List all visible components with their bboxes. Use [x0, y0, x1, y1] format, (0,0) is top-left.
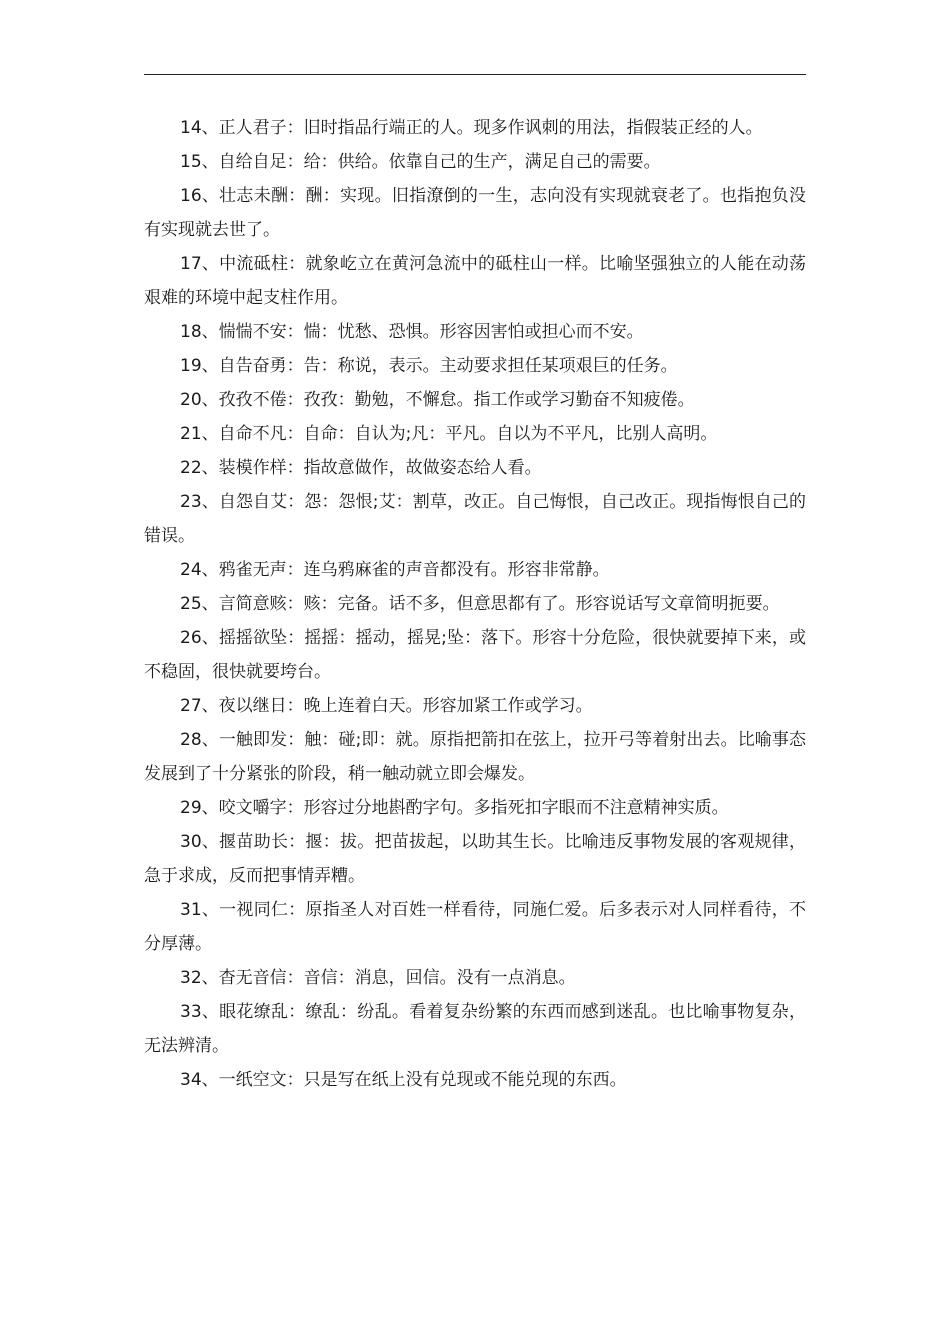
idiom-entry-18: 18、惴惴不安：惴：忧愁、恐惧。形容因害怕或担心而不安。	[180, 322, 644, 342]
idiom-entry-32: 32、杳无音信：音信：消息，回信。没有一点消息。	[180, 968, 576, 988]
idiom-entry-26: 26、摇摇欲坠：摇摇：摇动，摇晃;坠：落下。形容十分危险，很快就要掉下来，或不稳固，很快就要垮台。	[144, 628, 806, 682]
idiom-entry-30: 30、揠苗助长：揠：拔。把苗拔起，以助其生长。比喻违反事物发展的客观规律，急于求成，反而把事情弄糟。	[144, 832, 806, 886]
idiom-entry-29: 29、咬文嚼字：形容过分地斟酌字句。多指死扣字眼而不注意精神实质。	[180, 798, 729, 818]
idiom-entry-25: 25、言简意赅：赅：完备。话不多，但意思都有了。形容说话写文章简明扼要。	[180, 594, 780, 614]
idiom-entry-20: 20、孜孜不倦：孜孜：勤勉，不懈怠。指工作或学习勤奋不知疲倦。	[180, 390, 695, 410]
idiom-entry-27: 27、夜以继日：晚上连着白天。形容加紧工作或学习。	[180, 696, 593, 716]
idiom-entry-15: 15、自给自足：给：供给。依靠自己的生产，满足自己的需要。	[180, 152, 661, 172]
idiom-entry-17: 17、中流砥柱：就象屹立在黄河急流中的砥柱山一样。比喻坚强独立的人能在动荡艰难的环境中起支柱作用。	[144, 254, 806, 308]
header-rule	[144, 74, 806, 75]
idiom-entry-19: 19、自告奋勇：告：称说，表示。主动要求担任某项艰巨的任务。	[180, 356, 678, 376]
idiom-entry-21: 21、自命不凡：自命：自认为;凡：平凡。自以为不平凡，比别人高明。	[180, 424, 718, 444]
idiom-entry-34: 34、一纸空文：只是写在纸上没有兑现或不能兑现的东西。	[180, 1070, 627, 1090]
idiom-entry-24: 24、鸦雀无声：连乌鸦麻雀的声音都没有。形容非常静。	[180, 560, 610, 580]
idiom-entry-31: 31、一视同仁：原指圣人对百姓一样看待，同施仁爱。后多表示对人同样看待，不分厚薄。	[144, 900, 806, 954]
document-body	[144, 111, 806, 1097]
idiom-entry-33: 33、眼花缭乱：缭乱：纷乱。看着复杂纷繁的东西而感到迷乱。也比喻事物复杂，无法辨清。	[144, 1002, 806, 1056]
idiom-entry-14: 14、正人君子：旧时指品行端正的人。现多作讽刺的用法，指假装正经的人。	[180, 118, 763, 138]
idiom-entry-23: 23、自怨自艾：怨：怨恨;艾：割草，改正。自己悔恨，自己改正。现指悔恨自己的错误。	[144, 492, 806, 546]
idiom-entry-22: 22、装模作样：指故意做作，故做姿态给人看。	[180, 458, 542, 478]
idiom-entry-28: 28、一触即发：触：碰;即：就。原指把箭扣在弦上，拉开弓等着射出去。比喻事态发展到了十分紧张的阶段，稍一触动就立即会爆发。	[144, 730, 806, 784]
idiom-entry-16: 16、壮志未酬：酬：实现。旧指潦倒的一生，志向没有实现就衰老了。也指抱负没有实现就去世了。	[144, 186, 806, 240]
